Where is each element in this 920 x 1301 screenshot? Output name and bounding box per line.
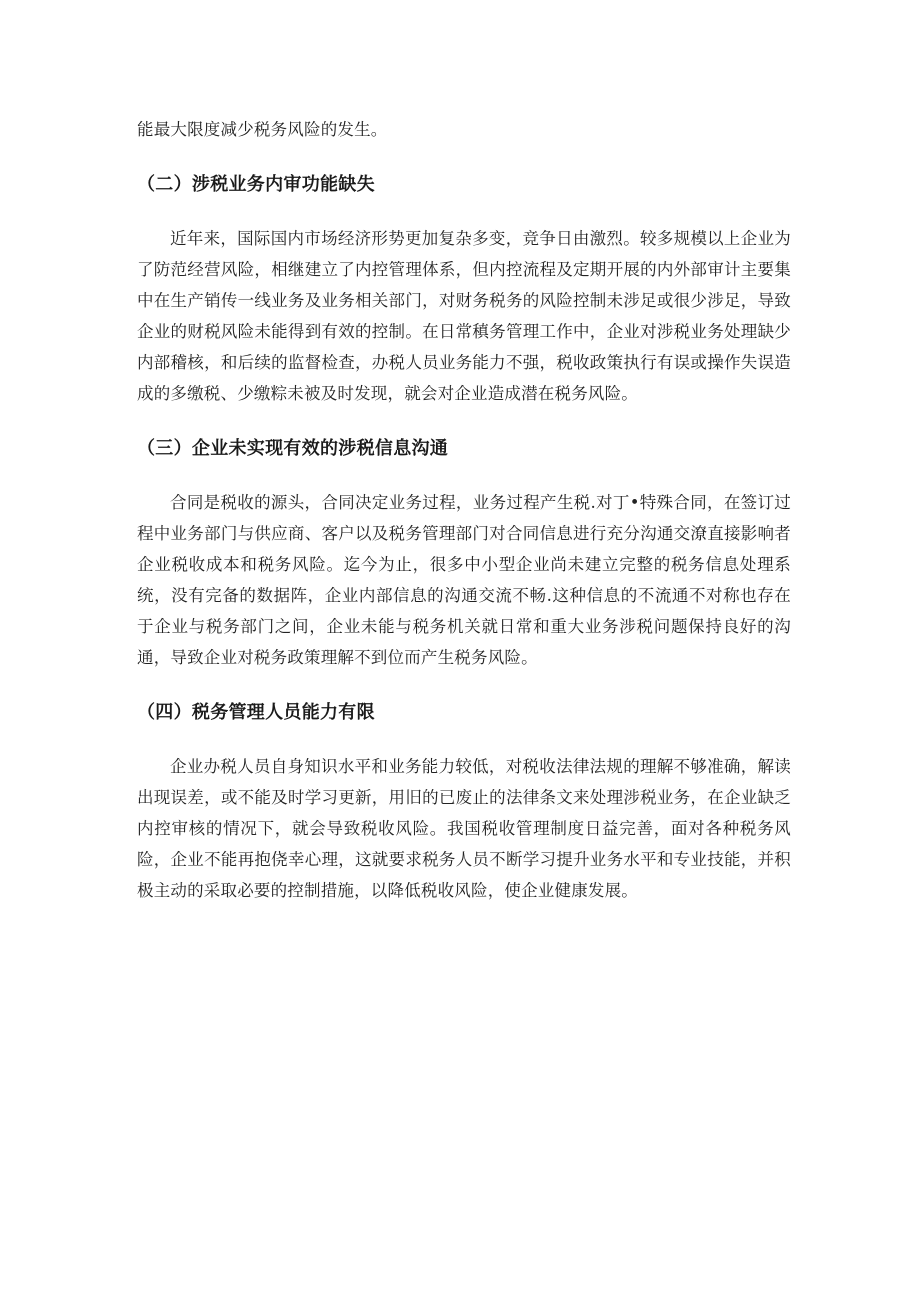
section-heading-2: （二）涉税业务内审功能缺失	[137, 174, 375, 195]
section-paragraph-3: 合同是税收的源头，合同决定业务过程，业务过程产生税.对丁•特殊合同，在签订过程中业务部门与供应商、客户以及税务管理部门对合同信息进行充分沟通交潦直接影响者企业税收成本和税务风险。迄今为止，很多中小型企业尚未建立完整的税务信息处理系统，没有完备的数据阵，企业内部信息的沟通交流不畅.这种信息的不流通不对称也存在于企业与税务部门之间，企业未能与税务机关就日常和重大业务涉税问题保持良好的沟通，导致企业对税务政策理解不到位而产生税务风险。	[137, 493, 791, 667]
section-paragraph-4: 企业办税人员自身知识水平和业务能力较低，对税收法律法规的理解不够准确，解读出现误差，或不能及时学习更新，用旧的已废止的法律条文来处理涉税业务，在企业缺乏内控审核的情况下，就会导致税收风险。我国税收管理制度日益完善，面对各种税务风险，企业不能再抱侥幸心理，这就要求税务人员不断学习提升业务水平和专业技能，并积极主动的采取必要的控制措施，以降低税收风险，使企业健康发展。	[137, 757, 791, 900]
section-paragraph-2: 近年来，国际国内市场经济形势更加复杂多变，竞争日由激烈。较多规模以上企业为了防范经营风险，相继建立了内控管理体系，但内控流程及定期开展的内外部审计主要集中在生产销传一线业务及业务相关部门，对财务税务的风险控制未涉足或很少涉足，导致企业的财税风险未能得到有效的控制。在日常稹务管理工作中，企业对涉税业务处理缺少内部稽核，和后续的监督检查，办税人员业务能力不强，税收政策执行有误或操作失误造成的多缴税、少缴粽未被及时发现，就会对企业造成潜在税务风险。	[137, 229, 791, 403]
section-heading-3: （三）企业未实现有效的涉税信息沟通	[137, 438, 449, 459]
document-body	[137, 114, 791, 906]
section-heading-4: （四）税务管理人员能力有限	[137, 702, 375, 723]
lead-paragraph: 能最大限度减少税务风险的发生。	[137, 120, 388, 139]
